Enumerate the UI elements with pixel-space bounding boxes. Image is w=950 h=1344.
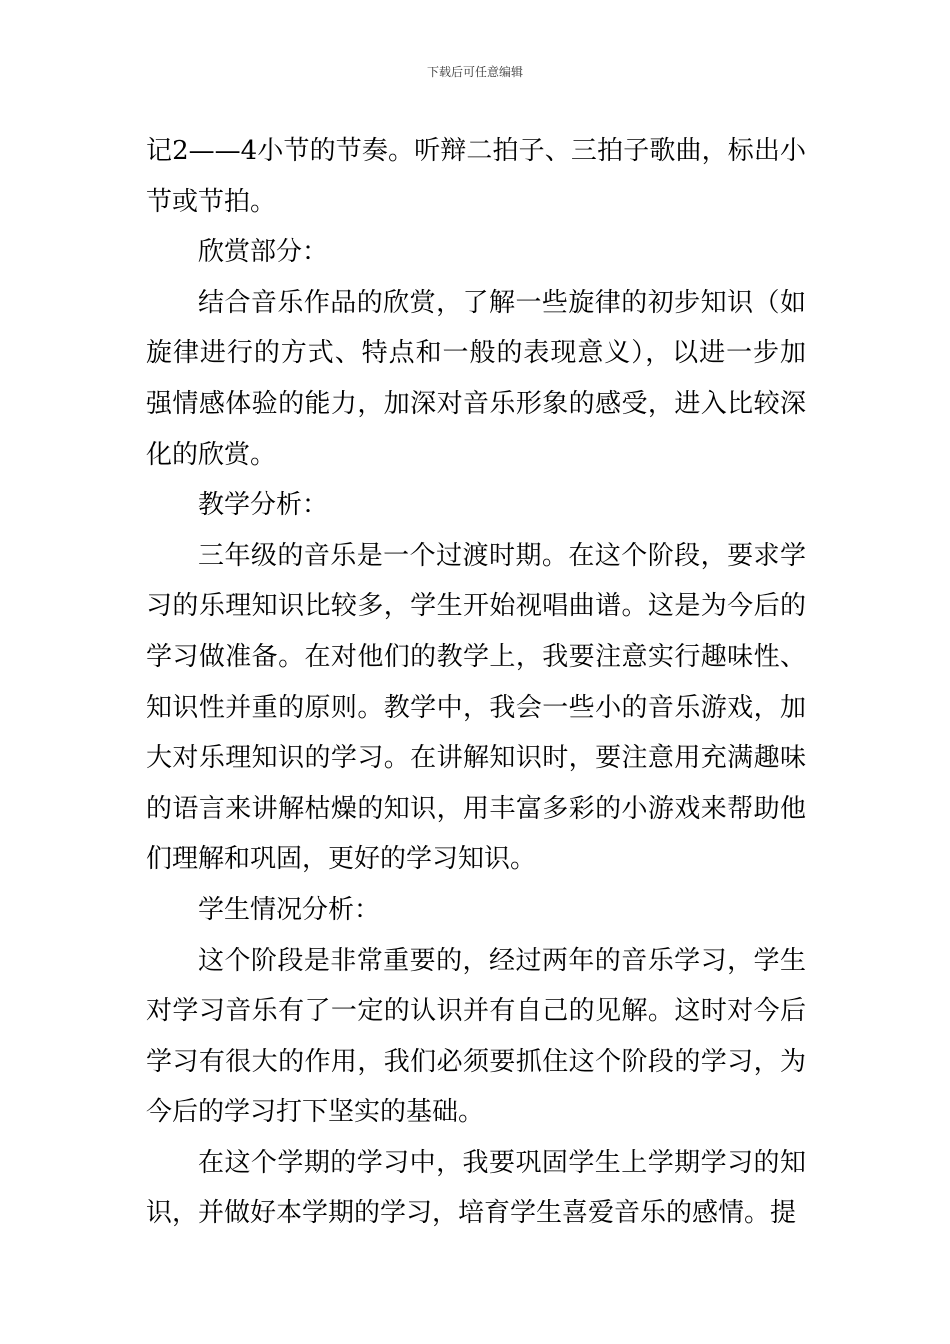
paragraph-teaching-analysis: 三年级的音乐是一个过渡时期。在这个阶段，要求学习的乐理知识比较多，学生开始视唱曲谱。这是为今后的学习做准备。在对他们的教学上，我要注意实行趣味性、知识性并重的原则。教学中，我会一些小的音乐游戏，加大对乐理知识的学习。在讲解知识时，要注意用充满趣味的语言来讲解枯燥的知识，用丰富多彩的小游戏来帮助他们理解和巩固，更好的学习知识。 [146, 540, 806, 875]
section-heading-student-analysis: 学生情况分析： [198, 894, 381, 925]
page-header: 下载后可任意编辑 [426, 65, 523, 79]
paragraph-student-analysis: 这个阶段是非常重要的，经过两年的音乐学习，学生对学习音乐有了一定的认识并有自己的见解。这时对今后学习有很大的作用，我们必须要抓住这个阶段的学习，为今后的学习打下坚实的基础。 [146, 945, 806, 1128]
document-body [146, 126, 806, 1239]
paragraph-appreciation: 结合音乐作品的欣赏，了解一些旋律的初步知识（如旋律进行的方式、特点和一般的表现意义），以进一步加强情感体验的能力，加深对音乐形象的感受，进入比较深化的欣赏。 [146, 287, 806, 470]
section-heading-appreciation: 欣赏部分： [198, 237, 329, 268]
section-heading-teaching-analysis: 教学分析： [198, 490, 329, 521]
paragraph-rhythm-continuation: 记2——4小节的节奏。听辩二拍子、三拍子歌曲，标出小节或节拍。 [146, 136, 806, 217]
paragraph-semester-goals: 在这个学期的学习中，我要巩固学生上学期学习的知识，并做好本学期的学习，培育学生喜爱音乐的感情。提 [146, 1147, 806, 1229]
